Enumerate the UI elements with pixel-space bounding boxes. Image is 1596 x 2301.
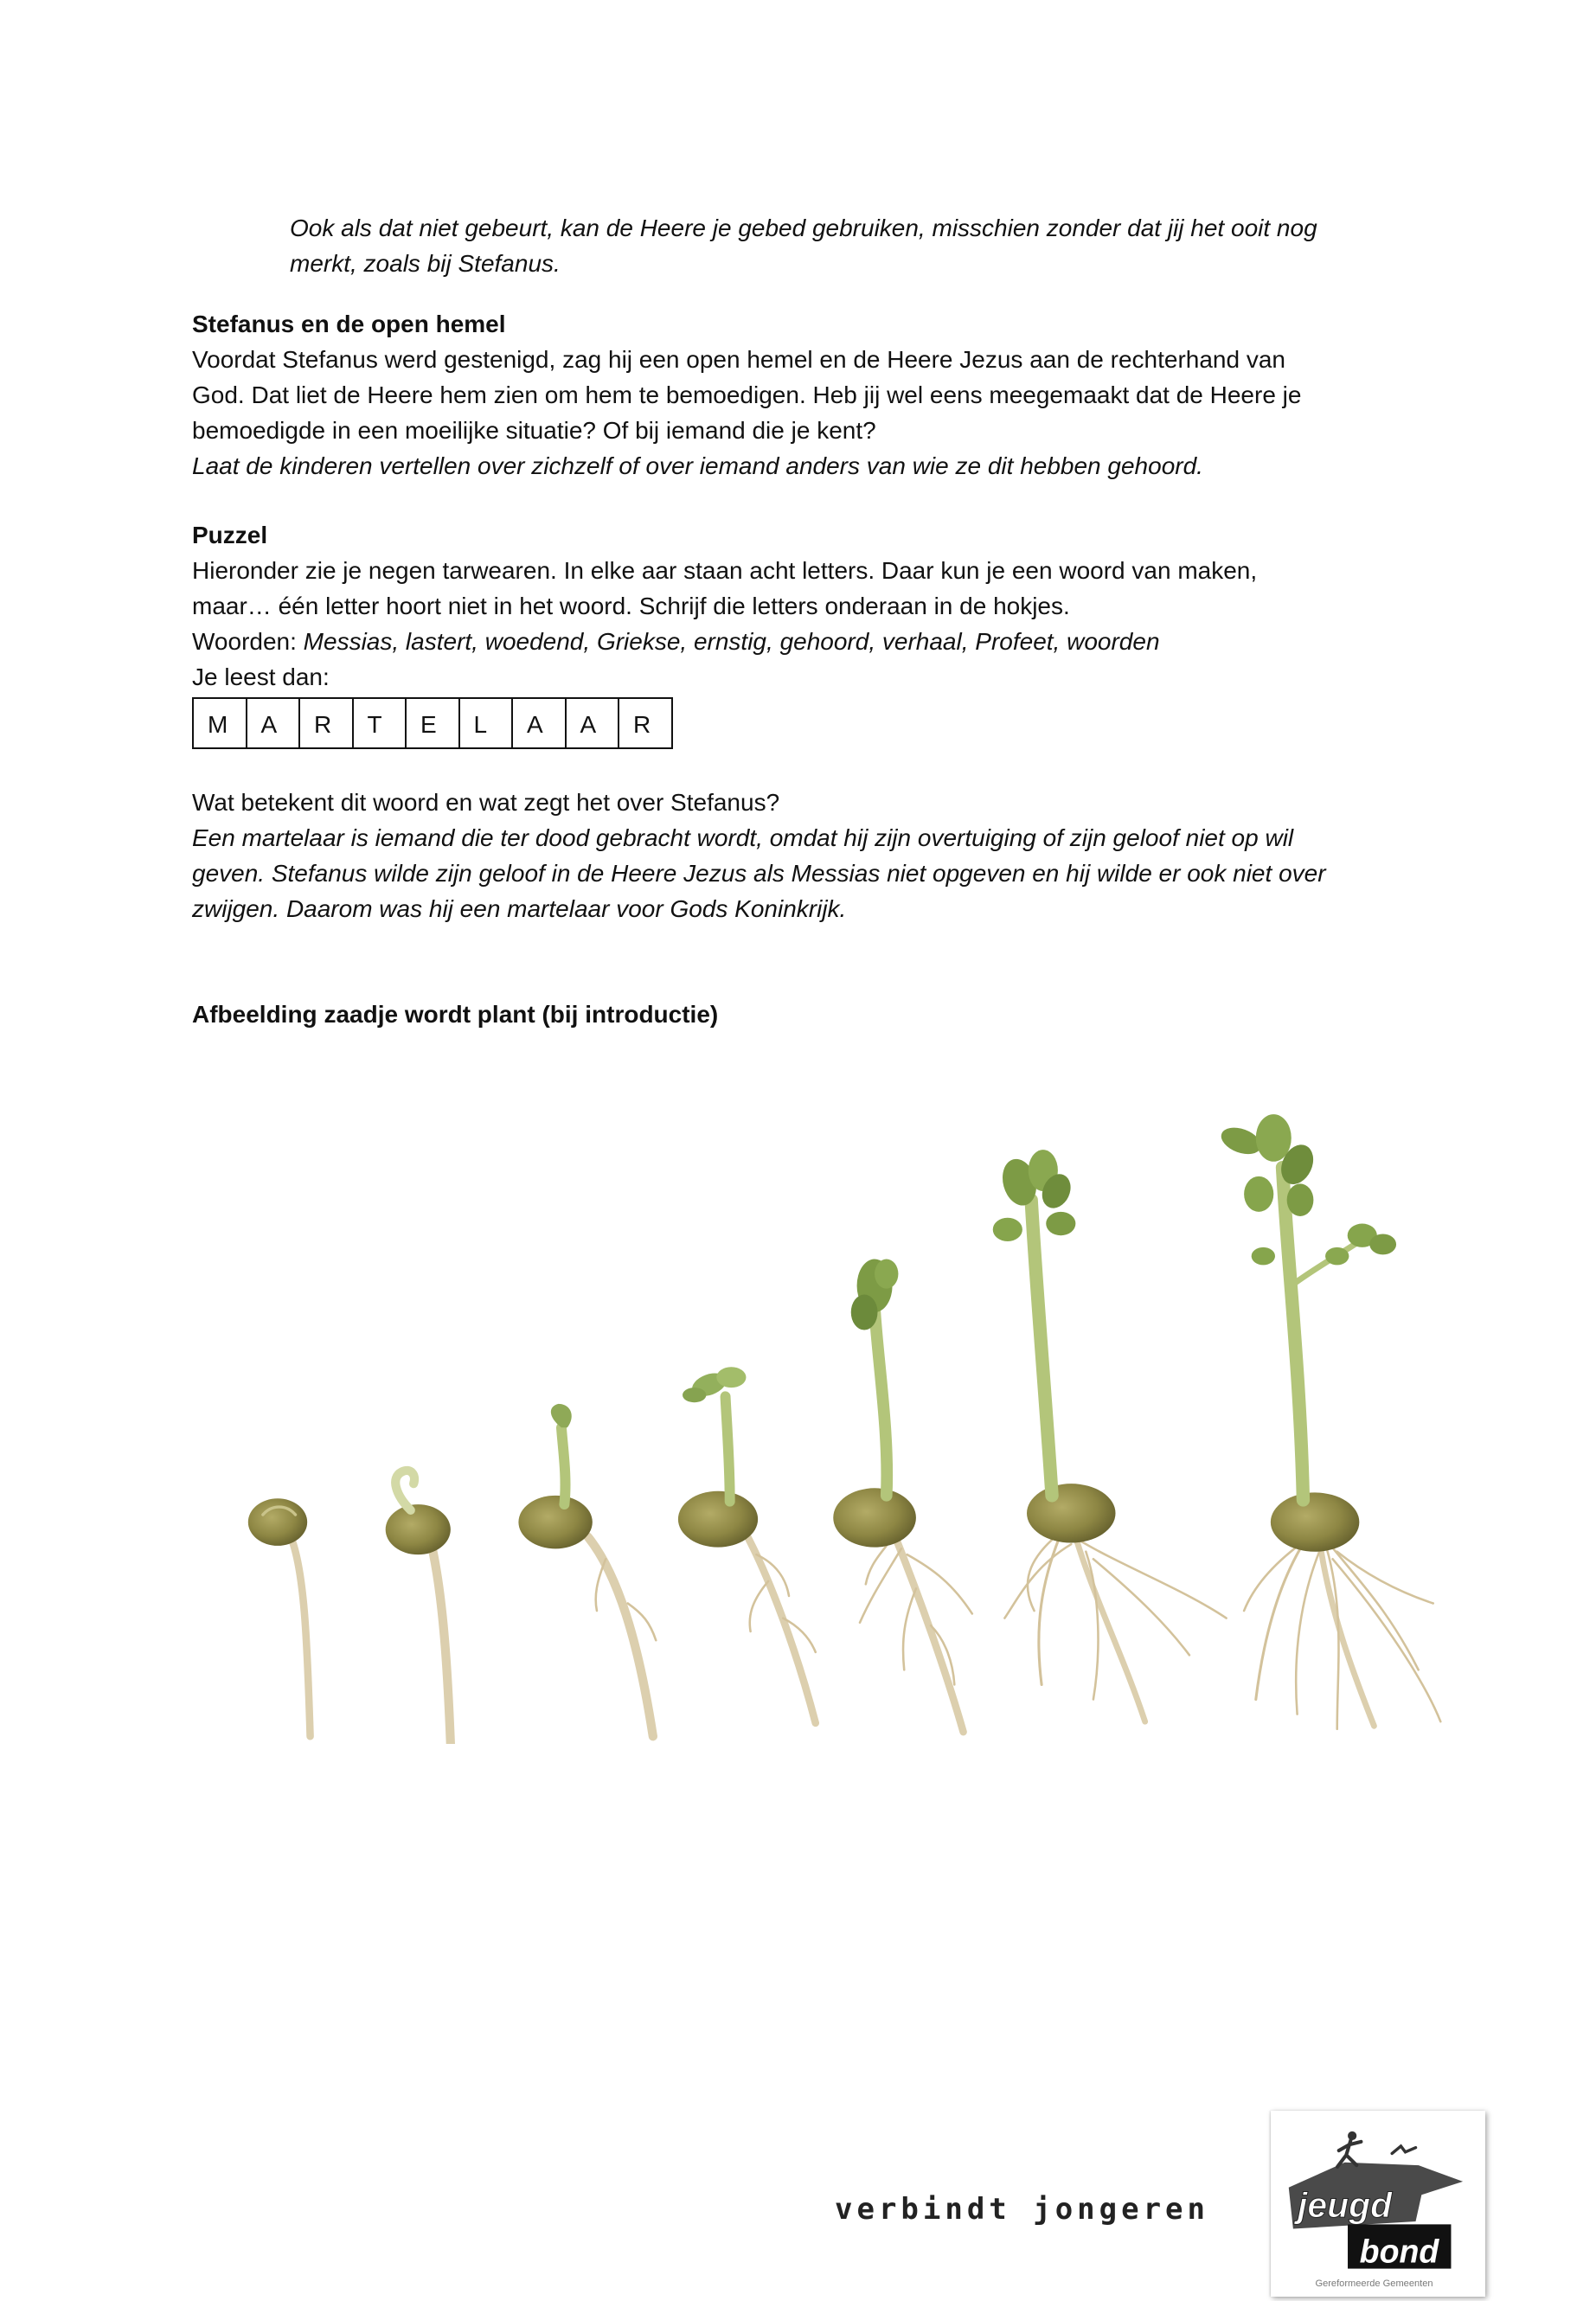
intro-line: Ook als dat niet gebeurt, kan de Heere je gebed gebruiken, misschien zonder dat jij het ooit nog [290,215,1317,241]
seed-to-plant-illustration [207,1093,1477,1744]
letter-cell: R [300,697,354,749]
stefanus-line: bemoedigde in een moeilijke situatie? Of bij iemand die je kent? [192,417,876,444]
words-label: Woorden: [192,628,297,655]
letter-cell: R [619,697,673,749]
stefanus-heading: Stefanus en de open hemel [192,311,506,337]
puzzel-line: maar… één letter hoort niet in het woord. Schrijf die letters onderaan in de hokjes. [192,593,1070,619]
seedling-stage-3 [518,1404,656,1736]
puzzel-words-line [192,624,1257,659]
result-label: Je leest dan: [192,663,330,690]
jeugdbond-logo [1271,2111,1485,2297]
answer-line: zwijgen. Daarom was hij een martelaar voor Gods Koninkrijk. [192,895,847,922]
answer-line: geven. Stefanus wilde zijn geloof in de Heere Jezus als Messias niet opgeven en hij wilde er ook niet over [192,860,1326,887]
question-text: Wat betekent dit woord en wat zegt het over Stefanus? [192,789,780,816]
seedling-stage-1 [248,1498,311,1736]
answer-line: Een martelaar is iemand die ter dood gebracht wordt, omdat hij zijn overtuiging of zijn geloof niet op wil [192,824,1294,851]
seedling-stage-6 [993,1150,1227,1721]
seedling-stage-5 [833,1259,972,1733]
image-heading: Afbeelding zaadje wordt plant (bij introductie) [192,1001,719,1028]
question-section [192,785,1326,926]
stefanus-instruction: Laat de kinderen vertellen over zichzelf of over iemand anders van wie ze dit hebben gehoord. [192,452,1203,479]
stefanus-line: Voordat Stefanus werd gestenigd, zag hij een open hemel en de Heere Jezus aan de rechterhand van [192,346,1285,373]
puzzel-line: Hieronder zie je negen tarwearen. In elke aar staan acht letters. Daar kun je een woord van maken, [192,557,1258,584]
letter-cell: L [460,697,514,749]
letter-cell: E [407,697,460,749]
letter-cell: A [513,697,567,749]
words-list: Messias, lastert, woedend, Griekse, ernstig, gehoord, verhaal, Profeet, woorden [303,628,1160,655]
intro-line: merkt, zoals bij Stefanus. [290,250,561,277]
logo-graphic [1271,2111,1485,2297]
runner-figure-icon [1337,2131,1361,2167]
seedling-stage-7 [1218,1114,1441,1729]
logo-word-bond: bond [1359,2233,1439,2270]
logo-word-jeugd: jeugd [1298,2184,1393,2225]
intro-paragraph [290,210,1317,281]
letter-cell: A [567,697,620,749]
stefanus-section [192,306,1301,484]
stefanus-line: God. Dat liet de Heere hem zien om hem te bemoedigen. Heb jij wel eens meegemaakt dat de Heere je [192,381,1302,408]
bird-icon [1392,2146,1415,2154]
puzzel-heading: Puzzel [192,522,268,548]
letter-cell: A [247,697,301,749]
letter-cell: T [354,697,407,749]
puzzel-section [192,517,1257,695]
answer-letter-grid [192,697,673,749]
seedling-stage-4 [678,1367,816,1723]
footer-slogan: verbindt jongeren [835,2192,1209,2227]
seedling-stage-2 [386,1471,451,1744]
letter-cell: M [194,697,247,749]
logo-subtitle: Gereformeerde Gemeenten [1315,2279,1433,2290]
image-section [192,997,718,1032]
